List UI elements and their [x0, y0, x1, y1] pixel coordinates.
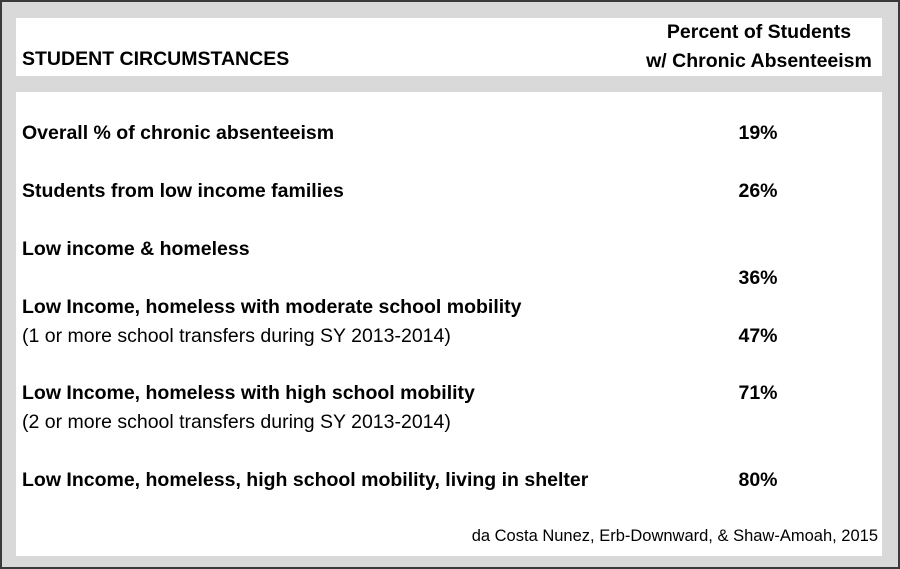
row-value: 71% — [738, 382, 778, 404]
column-header-percent-line2: w/ Chronic Absenteeism — [646, 50, 872, 72]
row-label: Low Income, homeless with high school mobility — [22, 382, 475, 404]
row-label: Low Income, homeless with moderate school mobility — [22, 296, 522, 318]
row-label: Low income & homeless — [22, 238, 250, 260]
row-value: 47% — [738, 325, 778, 347]
row-label: Overall % of chronic absenteeism — [22, 122, 335, 144]
row-value: 19% — [738, 122, 778, 144]
row-value: 26% — [738, 180, 778, 202]
column-header-percent-line1: Percent of Students — [666, 21, 852, 43]
row-label: Students from low income families — [22, 180, 344, 202]
column-header-circumstances: STUDENT CIRCUMSTANCES — [22, 48, 290, 70]
row-note: (2 or more school transfers during SY 2013-2014) — [22, 411, 451, 433]
citation: da Costa Nunez, Erb-Downward, & Shaw-Amoah, 2015 — [471, 527, 878, 545]
row-value: 80% — [738, 469, 778, 491]
row-value: 36% — [738, 267, 778, 289]
row-note: (1 or more school transfers during SY 2013-2014) — [22, 325, 451, 347]
row-label: Low Income, homeless, high school mobility, living in shelter — [22, 469, 589, 491]
